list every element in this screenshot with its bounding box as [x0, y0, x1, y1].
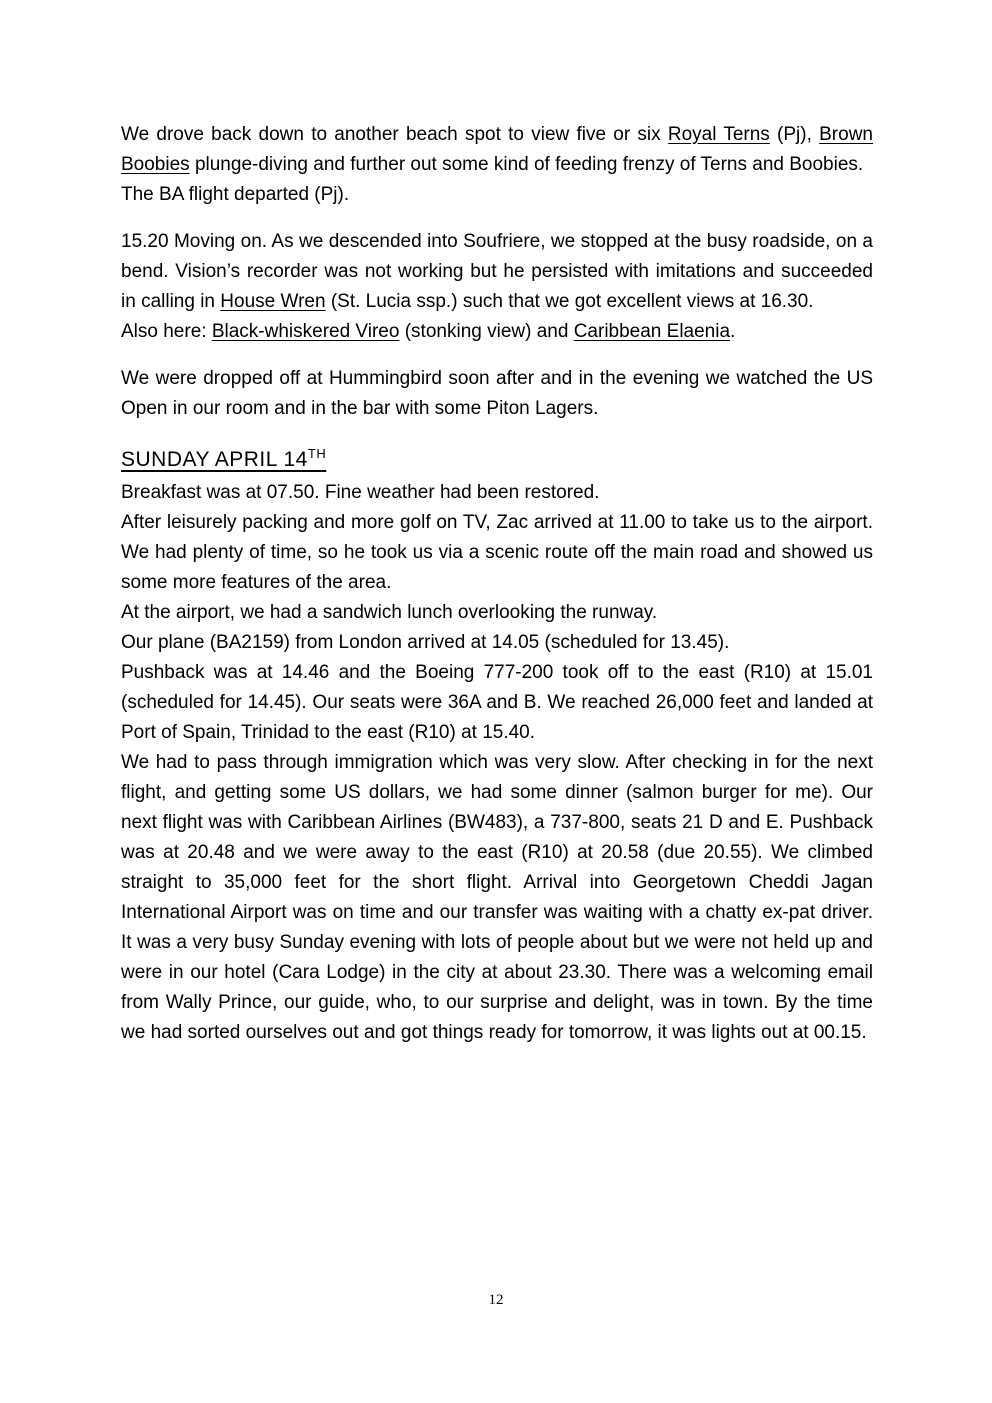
paragraph-beach-sightings: [121, 120, 873, 180]
heading-text: SUNDAY APRIL 14: [121, 448, 308, 471]
heading-underline: [121, 448, 326, 471]
species-brown-boobies: Brown Boobies: [121, 124, 873, 175]
text-run: .: [730, 321, 736, 342]
species-house-wren: House Wren: [220, 291, 326, 312]
paragraph-sandwich-lunch: At the airport, we had a sandwich lunch overlooking the runway.: [121, 602, 658, 623]
species-royal-terns: Royal Terns: [667, 124, 770, 145]
text-run: (Pj),: [769, 124, 820, 145]
text-run: (stonking view) and: [399, 321, 574, 342]
paragraph-also-here: [121, 317, 873, 347]
paragraph-immigration-georgetown: We had to pass through immigration which was very slow. After checking in for the next flight, and getting some US dollars, we had some dinner (salmon burger for me). Our next flight was with Caribbean Airlines (BW483), a 737-800, seats 21 D and E. Pushback was at 20.48 and we were away to the east (R10) at 20.58 (due 20.55). We climbed straight to 35,000 feet for the short flight. Arrival into Georgetown Cheddi Jagan International Airport was on time and our transfer was waiting with a chatty ex-pat driver. It was a very busy Sunday evening with lots of people about but we were not held up and were in our hotel (Cara Lodge) in the city at about 23.30. There was a welcoming email from Wally Prince, our guide, who, to our surprise and delight, was in town. By the time we had sorted ourselves out and got things ready for tomorrow, it was lights out at 00.15.: [121, 752, 873, 1043]
text-run: Also here:: [121, 321, 212, 342]
paragraph-breakfast: Breakfast was at 07.50. Fine weather had been restored.: [121, 482, 600, 503]
text-run: (St. Lucia ssp.) such that we got excellent views at 16.30.: [325, 291, 814, 312]
text-run: We drove back down to another beach spot to view five or six: [121, 124, 668, 145]
paragraph-plane-arrival: Our plane (BA2159) from London arrived at 14.05 (scheduled for 13.45).: [121, 632, 730, 653]
text-run: 15.20 Moving on. As we descended into Soufriere, we stopped at the busy roadside, on a bend. Vision’s recorder was not working but he persisted with imitations and succeeded in calling in: [121, 231, 873, 312]
species-black-whiskered-vireo: Black-whiskered Vireo: [211, 321, 400, 342]
paragraph-packing-airport: After leisurely packing and more golf on TV, Zac arrived at 11.00 to take us to the airport. We had plenty of time, so he took us via a scenic route off the main road and showed us some more features of the area.: [121, 512, 873, 593]
paragraph-hummingbird-evening: We were dropped off at Hummingbird soon after and in the evening we watched the US Open in our room and in the bar with some Piton Lagers.: [121, 368, 873, 419]
page-number: 12: [488, 1292, 504, 1308]
paragraph-ba-flight-departed: The BA flight departed (Pj).: [121, 184, 350, 205]
paragraph-soufriere-stop: [121, 227, 873, 317]
paragraph-flight-to-trinidad: Pushback was at 14.46 and the Boeing 777-200 took off to the east (R10) at 15.01 (scheduled for 14.45). Our seats were 36A and B. We reached 26,000 feet and landed at Port of Spain, Trinidad to the east (R10) at 15.40.: [121, 662, 873, 743]
text-run: plunge-diving and further out some kind of feeding frenzy of Terns and Boobies.: [189, 154, 864, 175]
heading-superscript: TH: [307, 446, 327, 461]
species-caribbean-elaenia: Caribbean Elaenia: [573, 321, 731, 342]
section-heading-sunday-april-14: [121, 445, 873, 475]
